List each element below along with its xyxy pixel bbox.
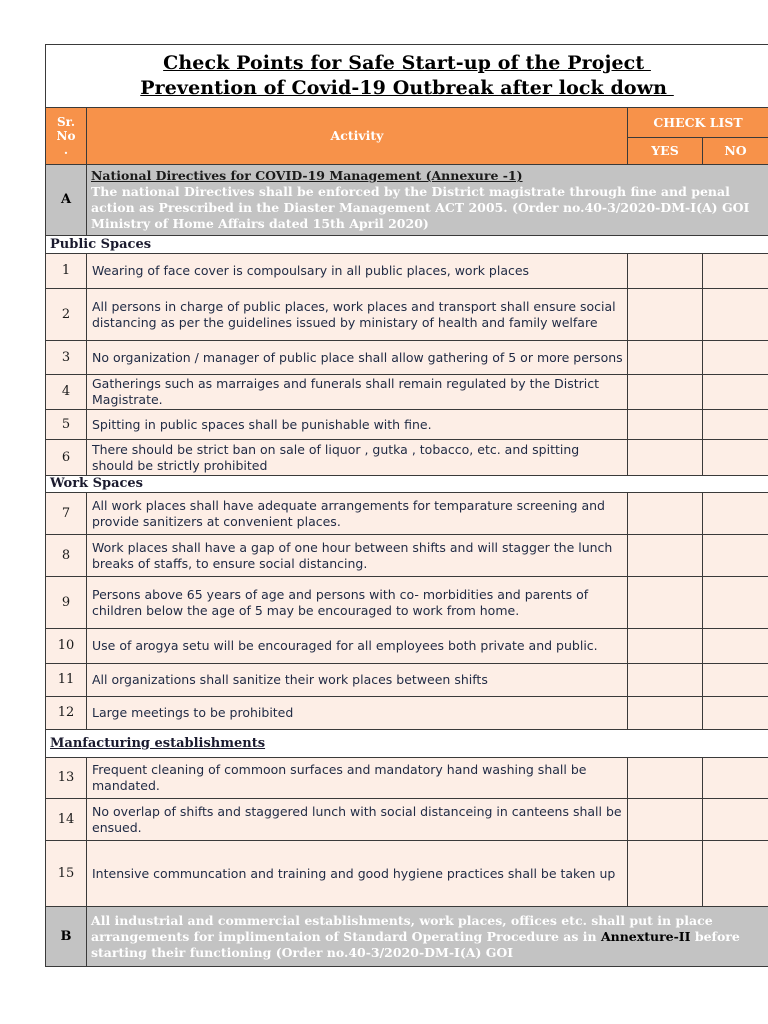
document-title <box>46 45 768 108</box>
row-number: 6 <box>46 440 87 476</box>
subheader-manufacturing <box>46 730 768 758</box>
checklist-row <box>46 841 768 907</box>
no-checkbox-cell[interactable] <box>703 758 768 799</box>
subheader-public-spaces <box>46 236 768 254</box>
public-spaces-label: Public Spaces <box>46 236 768 254</box>
checklist-row <box>46 697 768 730</box>
activity-text: Wearing of face cover is compoulsary in all public places, work places <box>87 254 628 289</box>
work-spaces-label: Work Spaces <box>46 476 768 493</box>
no-checkbox-cell[interactable] <box>703 535 768 577</box>
no-checkbox-cell[interactable] <box>703 841 768 907</box>
activity-text: All persons in charge of public places, work places and transport shall ensure social distancing as per the guidelines issued by ministary of health and family welfare <box>87 289 628 341</box>
checklist-row <box>46 799 768 841</box>
section-b-letter: B <box>46 907 87 967</box>
no-checkbox-cell[interactable] <box>703 664 768 697</box>
manufacturing-label: Manfacturing establishments <box>46 730 768 758</box>
section-b-text: All industrial and commercial establishments, work places, offices etc. shall put in place arrangements for implimentaion of Standard Operating Procedure as in <box>91 912 713 944</box>
activity-text: No overlap of shifts and staggered lunch with social distanceing in canteens shall be ensued. <box>87 799 628 841</box>
yes-checkbox-cell[interactable] <box>628 410 703 440</box>
yes-header: YES <box>628 138 703 165</box>
yes-checkbox-cell[interactable] <box>628 799 703 841</box>
activity-text: Spitting in public spaces shall be punishable with fine. <box>87 410 628 440</box>
activity-text: All work places shall have adequate arrangements for temparature screening and provide sanitizers at convenient places. <box>87 493 628 535</box>
title-line-2: Prevention of Covid-19 Outbreak after lock down <box>140 77 674 99</box>
no-checkbox-cell[interactable] <box>703 799 768 841</box>
checklist-row <box>46 375 768 410</box>
row-number: 7 <box>46 493 87 535</box>
checklist-row <box>46 664 768 697</box>
yes-checkbox-cell[interactable] <box>628 629 703 664</box>
row-number: 3 <box>46 341 87 375</box>
checklist-row <box>46 410 768 440</box>
checklist-table <box>45 44 768 967</box>
checklist-document <box>45 44 768 974</box>
subheader-work-spaces <box>46 476 768 493</box>
yes-checkbox-cell[interactable] <box>628 375 703 410</box>
activity-text: Frequent cleaning of commoon surfaces and mandatory hand washing shall be mandated. <box>87 758 628 799</box>
checklist-row <box>46 493 768 535</box>
no-checkbox-cell[interactable] <box>703 440 768 476</box>
yes-checkbox-cell[interactable] <box>628 440 703 476</box>
activity-text: Work places shall have a gap of one hour between shifts and will stagger the lunch breaks of staffs, to ensure social distancing. <box>87 535 628 577</box>
row-number: 4 <box>46 375 87 410</box>
no-checkbox-cell[interactable] <box>703 493 768 535</box>
yes-checkbox-cell[interactable] <box>628 289 703 341</box>
section-a-letter: A <box>46 165 87 236</box>
yes-checkbox-cell[interactable] <box>628 535 703 577</box>
row-number: 5 <box>46 410 87 440</box>
section-b-annexure: Annexture-II <box>600 928 691 944</box>
activity-text: Large meetings to be prohibited <box>87 697 628 730</box>
row-number: 9 <box>46 577 87 629</box>
yes-checkbox-cell[interactable] <box>628 758 703 799</box>
no-header: NO <box>703 138 768 165</box>
section-a-content <box>87 165 768 236</box>
checklist-row <box>46 440 768 476</box>
no-checkbox-cell[interactable] <box>703 289 768 341</box>
no-checkbox-cell[interactable] <box>703 577 768 629</box>
activity-text: Gatherings such as marraiges and funerals shall remain regulated by the District Magistrate. <box>87 375 628 410</box>
no-checkbox-cell[interactable] <box>703 697 768 730</box>
checklist-row <box>46 577 768 629</box>
row-number: 14 <box>46 799 87 841</box>
no-checkbox-cell[interactable] <box>703 341 768 375</box>
row-number: 11 <box>46 664 87 697</box>
yes-checkbox-cell[interactable] <box>628 664 703 697</box>
title-row <box>46 45 768 108</box>
sr-no-header: Sr. No . <box>46 108 87 165</box>
no-checkbox-cell[interactable] <box>703 254 768 289</box>
row-number: 15 <box>46 841 87 907</box>
activity-text: Use of arogya setu will be encouraged for all employees both private and public. <box>87 629 628 664</box>
checklist-row <box>46 254 768 289</box>
no-checkbox-cell[interactable] <box>703 375 768 410</box>
row-number: 10 <box>46 629 87 664</box>
activity-text: Persons above 65 years of age and persons with co- morbidities and parents of children below the age of 5 may be encouraged to work from home. <box>87 577 628 629</box>
checklist-row <box>46 535 768 577</box>
row-number: 1 <box>46 254 87 289</box>
yes-checkbox-cell[interactable] <box>628 493 703 535</box>
section-a-title: National Directives for COVID-19 Management (Annexure -1) <box>91 168 523 183</box>
activity-text: Intensive communcation and training and good hygiene practices shall be taken up <box>87 841 628 907</box>
yes-checkbox-cell[interactable] <box>628 577 703 629</box>
activity-text: No organization / manager of public place shall allow gathering of 5 or more persons <box>87 341 628 375</box>
yes-checkbox-cell[interactable] <box>628 841 703 907</box>
activity-text: There should be strict ban on sale of liquor , gutka , tobacco, etc. and spitting should be strictly prohibited <box>87 440 628 476</box>
checklist-row <box>46 629 768 664</box>
row-number: 13 <box>46 758 87 799</box>
no-checkbox-cell[interactable] <box>703 629 768 664</box>
check-list-header: CHECK LIST <box>628 108 768 138</box>
header-row-1 <box>46 108 768 138</box>
section-a-row <box>46 165 768 236</box>
no-checkbox-cell[interactable] <box>703 410 768 440</box>
title-line-1: Check Points for Safe Start-up of the Project <box>163 52 651 74</box>
activity-text: All organizations shall sanitize their work places between shifts <box>87 664 628 697</box>
row-number: 2 <box>46 289 87 341</box>
checklist-row <box>46 341 768 375</box>
section-b-content <box>87 907 768 967</box>
row-number: 12 <box>46 697 87 730</box>
section-b-row <box>46 907 768 967</box>
checklist-row <box>46 758 768 799</box>
activity-header: Activity <box>87 108 628 165</box>
checklist-row <box>46 289 768 341</box>
section-a-text: The national Directives shall be enforced by the District magistrate through fine and penal action as Prescribed in the Diaster Management ACT 2005. (Order no.40-3/2020-DM-I(A) GOI Ministry of Home Affairs dated 15th April 2020) <box>91 184 750 231</box>
yes-checkbox-cell[interactable] <box>628 254 703 289</box>
section-b-text-continued: before starting their functioning (Order no.40-3/2020-DM-I(A) GOI <box>91 928 740 960</box>
row-number: 8 <box>46 535 87 577</box>
yes-checkbox-cell[interactable] <box>628 341 703 375</box>
yes-checkbox-cell[interactable] <box>628 697 703 730</box>
